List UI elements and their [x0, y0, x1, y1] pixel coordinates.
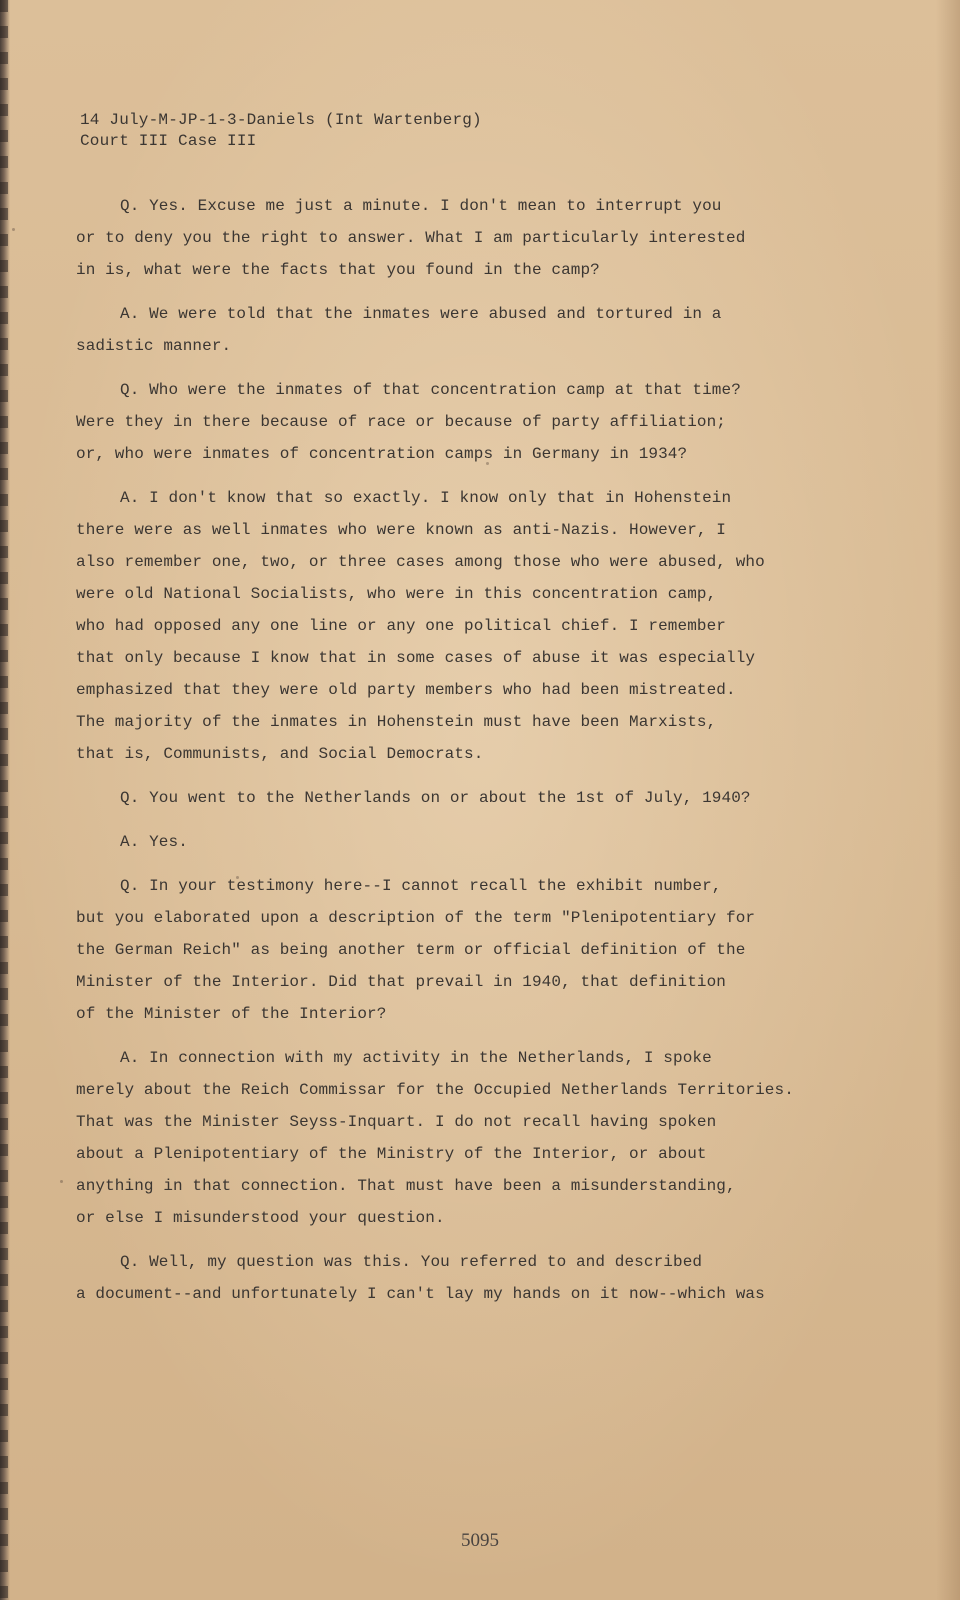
transcript-line: a document--and unfortunately I can't lay my hands on it now--which was	[76, 1285, 765, 1303]
header-line-date-reporter: 14 July-M-JP-1-3-Daniels (Int Wartenberg)	[80, 111, 482, 129]
transcript-line: or to deny you the right to answer. What I am particularly interested	[76, 229, 746, 247]
paper-speck	[60, 1180, 63, 1183]
transcript-line: or, who were inmates of concentration camps in Germany in 1934?	[76, 445, 688, 463]
transcript-line: Q. In your testimony here--I cannot recall the exhibit number,	[120, 877, 722, 895]
transcript-line: Q. You went to the Netherlands on or about the 1st of July, 1940?	[120, 789, 751, 807]
transcript-paragraph	[76, 298, 896, 362]
transcript-body	[76, 190, 896, 1322]
transcript-paragraph	[76, 374, 896, 470]
transcript-line: emphasized that they were old party members who had been mistreated.	[76, 681, 736, 699]
transcript-line: the German Reich" as being another term or official definition of the	[76, 941, 746, 959]
page-edge-shadow	[936, 0, 960, 1600]
transcript-paragraph	[76, 1246, 896, 1310]
transcript-line: A. We were told that the inmates were abused and tortured in a	[120, 305, 722, 323]
transcript-line: That was the Minister Seyss-Inquart. I do not recall having spoken	[76, 1113, 717, 1131]
transcript-line: Q. Yes. Excuse me just a minute. I don't mean to interrupt you	[120, 197, 722, 215]
transcript-line: A. I don't know that so exactly. I know only that in Hohenstein	[120, 489, 732, 507]
transcript-paragraph	[76, 1042, 896, 1234]
transcript-line: of the Minister of the Interior?	[76, 1005, 387, 1023]
transcript-line: Minister of the Interior. Did that prevail in 1940, that definition	[76, 973, 727, 991]
transcript-line: in is, what were the facts that you found in the camp?	[76, 261, 600, 279]
transcript-line: were old National Socialists, who were in this concentration camp,	[76, 585, 717, 603]
transcript-line: that only because I know that in some cases of abuse it was especially	[76, 649, 756, 667]
transcript-line: Q. Well, my question was this. You referred to and described	[120, 1253, 703, 1271]
transcript-line: about a Plenipotentiary of the Ministry of the Interior, or about	[76, 1145, 707, 1163]
transcript-line: that is, Communists, and Social Democrats.	[76, 745, 484, 763]
transcript-line: anything in that connection. That must have been a misunderstanding,	[76, 1177, 736, 1195]
transcript-paragraph	[76, 482, 896, 770]
transcript-line: sadistic manner.	[76, 337, 232, 355]
transcript-line: Were they in there because of race or because of party affiliation;	[76, 413, 727, 431]
page-number: 5095	[461, 1530, 499, 1551]
paper-speck	[12, 228, 15, 231]
transcript-line: The majority of the inmates in Hohenstein must have been Marxists,	[76, 713, 717, 731]
document-header	[80, 110, 482, 152]
header-line-court-case: Court III Case III	[80, 132, 257, 150]
binding-holes	[0, 0, 8, 1600]
transcript-paragraph	[76, 190, 896, 286]
transcript-paragraph	[76, 870, 896, 1030]
transcript-line: Q. Who were the inmates of that concentration camp at that time?	[120, 381, 741, 399]
transcript-line: there were as well inmates who were known as anti-Nazis. However, I	[76, 521, 727, 539]
transcript-line: A. In connection with my activity in the Netherlands, I spoke	[120, 1049, 712, 1067]
transcript-line: merely about the Reich Commissar for the Occupied Netherlands Territories.	[76, 1081, 794, 1099]
transcript-line: also remember one, two, or three cases among those who were abused, who	[76, 553, 765, 571]
transcript-line: who had opposed any one line or any one political chief. I remember	[76, 617, 727, 635]
transcript-line: A. Yes.	[120, 833, 188, 851]
transcript-line: or else I misunderstood your question.	[76, 1209, 445, 1227]
transcript-line: but you elaborated upon a description of the term "Plenipotentiary for	[76, 909, 756, 927]
transcript-paragraph	[76, 782, 896, 814]
transcript-paragraph	[76, 826, 896, 858]
